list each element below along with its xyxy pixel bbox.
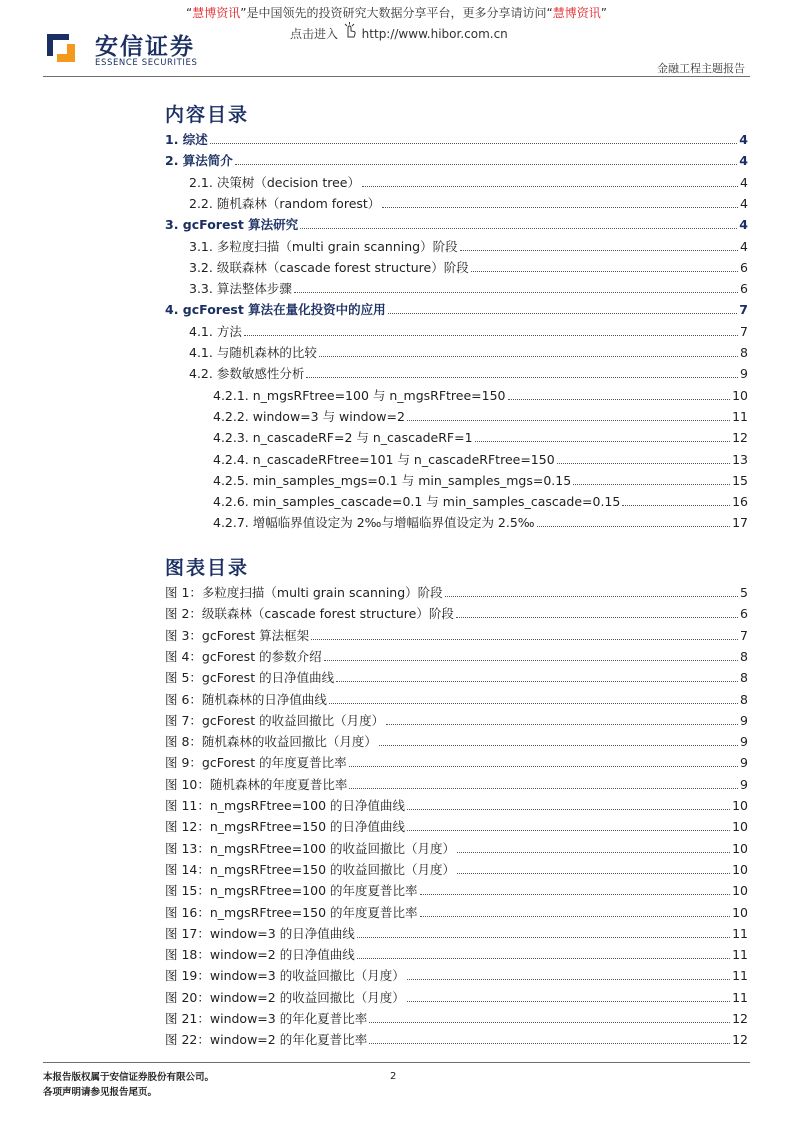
entry-page: 4 xyxy=(739,217,748,233)
entry-title: 3.3. 算法整体步骤 xyxy=(189,281,292,297)
entry-title: 2.2. 随机森林（random forest） xyxy=(189,195,381,211)
dot-leader xyxy=(573,484,730,485)
entry-page: 6 xyxy=(740,281,748,297)
entry-page: 8 xyxy=(740,345,748,360)
entry-page: 13 xyxy=(732,451,748,467)
entry-page: 10 xyxy=(732,904,748,920)
entry-title: 图 22：window=2 的年化夏普比率 xyxy=(165,1032,368,1048)
figure-entry[interactable] xyxy=(165,924,748,942)
essence-logo-icon xyxy=(43,30,79,66)
entry-page: 8 xyxy=(740,691,748,707)
toc-entry[interactable] xyxy=(189,237,748,255)
dot-leader xyxy=(311,639,738,640)
dot-leader xyxy=(369,1043,730,1044)
entry-title: 图 10：随机森林的年度夏普比率 xyxy=(165,776,348,792)
toc-entry[interactable] xyxy=(165,130,748,148)
company-name-cn: 安信证券 xyxy=(95,34,195,60)
entry-page: 17 xyxy=(732,515,748,531)
dot-leader xyxy=(508,399,731,400)
figure-entry[interactable] xyxy=(165,711,748,729)
figure-entry[interactable] xyxy=(165,1009,748,1027)
entry-title: 图 14：n_mgsRFtree=150 的收益回撤比（月度） xyxy=(165,861,456,877)
entry-page: 10 xyxy=(732,387,748,403)
banner-brand-link-2[interactable]: 慧博资讯 xyxy=(552,6,601,20)
entry-title: 4.2.2. window=3 与 window=2 xyxy=(213,408,405,424)
dot-leader xyxy=(407,420,730,421)
toc-entry[interactable] xyxy=(189,279,748,297)
entry-title: 图 13：n_mgsRFtree=100 的收益回撤比（月度） xyxy=(165,840,456,856)
pointer-cursor-icon xyxy=(342,22,358,43)
entry-page: 15 xyxy=(732,472,748,488)
entry-title: 图 4：gcForest 的参数介绍 xyxy=(165,648,322,664)
figure-entry[interactable] xyxy=(165,839,748,857)
entry-page: 10 xyxy=(732,819,748,835)
toc-entry[interactable] xyxy=(213,407,748,425)
figure-entry[interactable] xyxy=(165,881,748,899)
entry-page: 6 xyxy=(740,606,748,622)
quote-mark: ” xyxy=(600,6,607,20)
entry-title: 图 11：n_mgsRFtree=100 的日净值曲线 xyxy=(165,798,406,813)
dot-leader xyxy=(349,788,738,789)
top-banner xyxy=(0,4,793,22)
figure-entry[interactable] xyxy=(165,753,748,771)
dot-leader xyxy=(235,164,737,165)
entry-title: 图 6：随机森林的日净值曲线 xyxy=(165,691,327,707)
footer-disclaimer xyxy=(43,1070,214,1100)
banner-text: ”是中国领先的投资研究大数据分享平台，更多分享请访问“ xyxy=(240,6,553,20)
header-divider xyxy=(43,76,750,77)
entry-title: 图 17：window=3 的日净值曲线 xyxy=(165,925,355,941)
dot-leader xyxy=(382,207,738,208)
figure-entry[interactable] xyxy=(165,945,748,963)
entry-page: 4 xyxy=(739,132,748,147)
entry-title: 2.1. 决策树（decision tree） xyxy=(189,174,360,190)
dot-leader xyxy=(407,809,730,810)
toc-entry[interactable] xyxy=(165,151,748,169)
toc-entry[interactable] xyxy=(213,513,748,531)
entry-page: 11 xyxy=(732,947,748,963)
entry-page: 7 xyxy=(739,302,748,318)
entry-title: 图 8：随机森林的收益回撤比（月度） xyxy=(165,734,377,750)
dot-leader xyxy=(420,916,731,917)
entry-page: 10 xyxy=(732,883,748,899)
figure-entry[interactable] xyxy=(165,1030,748,1048)
toc-entry[interactable] xyxy=(189,173,748,191)
dot-leader xyxy=(445,596,738,597)
entry-page: 11 xyxy=(732,408,748,424)
quote-mark: “ xyxy=(186,6,193,20)
entry-page: 12 xyxy=(732,1011,748,1026)
dot-leader xyxy=(475,441,731,442)
entry-page: 16 xyxy=(732,494,748,510)
toc-entry[interactable] xyxy=(189,322,748,340)
dot-leader xyxy=(329,703,738,704)
figure-entry[interactable] xyxy=(165,626,748,644)
entry-title: 图 21：window=3 的年化夏普比率 xyxy=(165,1011,368,1026)
dot-leader xyxy=(306,377,738,378)
figure-entry[interactable] xyxy=(165,647,748,665)
figure-entry[interactable] xyxy=(165,604,748,622)
figure-entry[interactable] xyxy=(165,860,748,878)
company-name-en: ESSENCE SECURITIES xyxy=(95,58,198,68)
disclaimer-text: 各项声明请参见报告尾页。 xyxy=(43,1087,158,1098)
dot-leader xyxy=(407,1001,730,1002)
toc-entry[interactable] xyxy=(189,194,748,212)
banner-link-line xyxy=(290,22,508,43)
entry-title: 图 3：gcForest 算法框架 xyxy=(165,627,310,643)
entry-title: 图 18：window=2 的日净值曲线 xyxy=(165,947,355,963)
entry-page: 10 xyxy=(732,861,748,877)
figure-entry[interactable] xyxy=(165,690,748,708)
dot-leader xyxy=(622,505,730,506)
entry-title: 4.2.1. n_mgsRFtree=100 与 n_mgsRFtree=150 xyxy=(213,387,506,403)
entry-page: 9 xyxy=(740,712,748,728)
entry-title: 3. gcForest 算法研究 xyxy=(165,217,299,233)
figure-entry[interactable] xyxy=(165,817,748,835)
toc-entry[interactable] xyxy=(213,428,748,446)
entry-page: 10 xyxy=(732,798,748,813)
dot-leader xyxy=(349,766,738,767)
entry-page: 8 xyxy=(740,670,748,686)
entry-page: 4 xyxy=(740,238,748,254)
dot-leader xyxy=(300,228,737,229)
entry-title: 4.1. 与随机森林的比较 xyxy=(189,345,317,360)
dot-leader xyxy=(357,937,730,938)
toc-entry[interactable] xyxy=(165,215,748,233)
toc-entry[interactable] xyxy=(213,471,748,489)
banner-brand-link[interactable]: 慧博资讯 xyxy=(192,6,241,20)
entry-page: 4 xyxy=(739,153,748,169)
figure-entry[interactable] xyxy=(165,775,748,793)
dot-leader xyxy=(210,143,737,144)
dot-leader xyxy=(244,335,738,336)
entry-page: 11 xyxy=(732,968,748,984)
entry-page: 9 xyxy=(740,755,748,771)
entry-title: 图 15：n_mgsRFtree=100 的年度夏普比率 xyxy=(165,883,418,899)
entry-page: 9 xyxy=(740,366,748,382)
page-number: 2 xyxy=(390,1071,397,1082)
entry-page: 12 xyxy=(732,1032,748,1048)
report-type: 金融工程主题报告 xyxy=(657,62,745,75)
entry-title: 图 20：window=2 的收益回撤比（月度） xyxy=(165,989,405,1005)
entry-title: 3.1. 多粒度扫描（multi grain scanning）阶段 xyxy=(189,238,458,254)
entry-page: 9 xyxy=(740,734,748,750)
entry-page: 7 xyxy=(740,627,748,643)
banner-url-link[interactable]: http://www.hibor.com.cn xyxy=(361,27,508,41)
entry-title: 4.1. 方法 xyxy=(189,323,242,339)
figure-entry[interactable] xyxy=(165,583,748,601)
toc-entry[interactable] xyxy=(213,450,748,468)
toc-title: 内容目录 xyxy=(165,104,250,126)
dot-leader xyxy=(379,745,738,746)
entry-title: 3.2. 级联森林（cascade forest structure）阶段 xyxy=(189,259,469,275)
entry-title: 1. 综述 xyxy=(165,132,208,147)
banner-click-text: 点击进入 xyxy=(290,27,339,41)
entry-title: 4.2.3. n_cascadeRF=2 与 n_cascadeRF=1 xyxy=(213,430,473,446)
dot-leader xyxy=(420,894,731,895)
dot-leader xyxy=(407,979,730,980)
entry-title: 4.2.5. min_samples_mgs=0.1 与 min_samples_mgs=0.15 xyxy=(213,472,572,488)
dot-leader xyxy=(362,186,738,187)
entry-page: 5 xyxy=(740,585,748,600)
dot-leader xyxy=(460,250,738,251)
entry-title: 4.2.6. min_samples_cascade=0.1 与 min_samples_cascade=0.15 xyxy=(213,494,621,510)
entry-title: 2. 算法简介 xyxy=(165,153,233,169)
figure-entry[interactable] xyxy=(165,668,748,686)
dot-leader xyxy=(471,271,738,272)
dot-leader xyxy=(324,660,738,661)
dot-leader xyxy=(386,724,738,725)
dot-leader xyxy=(557,463,730,464)
entry-title: 4.2.4. n_cascadeRFtree=101 与 n_cascadeRFtree=150 xyxy=(213,451,555,467)
entry-page: 11 xyxy=(732,989,748,1005)
dot-leader xyxy=(407,830,730,831)
toc-entry[interactable] xyxy=(189,364,748,382)
entry-title: 图 2：级联森林（cascade forest structure）阶段 xyxy=(165,606,454,622)
dot-leader xyxy=(457,873,730,874)
toc-entry[interactable] xyxy=(189,343,748,361)
dot-leader xyxy=(336,681,738,682)
entry-page: 11 xyxy=(732,925,748,941)
entry-title: 图 5：gcForest 的日净值曲线 xyxy=(165,670,335,686)
figure-entry[interactable] xyxy=(165,903,748,921)
toc-entry[interactable] xyxy=(165,300,748,318)
entry-page: 4 xyxy=(740,195,748,211)
figure-entry[interactable] xyxy=(165,732,748,750)
entry-title: 4. gcForest 算法在量化投资中的应用 xyxy=(165,302,386,318)
figures-title: 图表目录 xyxy=(165,557,250,579)
entry-page: 7 xyxy=(740,323,748,339)
entry-page: 12 xyxy=(732,430,748,446)
dot-leader xyxy=(294,292,738,293)
toc-entry[interactable] xyxy=(213,386,748,404)
footer-divider xyxy=(43,1062,750,1063)
entry-title: 4.2. 参数敏感性分析 xyxy=(189,366,305,382)
dot-leader xyxy=(388,313,738,314)
entry-title: 图 19：window=3 的收益回撤比（月度） xyxy=(165,968,405,984)
entry-page: 10 xyxy=(732,840,748,856)
entry-title: 图 7：gcForest 的收益回撤比（月度） xyxy=(165,712,385,728)
entry-page: 9 xyxy=(740,776,748,792)
toc-entry[interactable] xyxy=(189,258,748,276)
toc-entry[interactable] xyxy=(213,492,748,510)
dot-leader xyxy=(456,617,738,618)
dot-leader xyxy=(537,526,731,527)
entry-page: 4 xyxy=(740,174,748,190)
entry-title: 图 12：n_mgsRFtree=150 的日净值曲线 xyxy=(165,819,406,835)
figure-entry[interactable] xyxy=(165,988,748,1006)
entry-title: 图 16：n_mgsRFtree=150 的年度夏普比率 xyxy=(165,904,418,920)
entry-title: 图 9：gcForest 的年度夏普比率 xyxy=(165,755,347,771)
dot-leader xyxy=(457,852,730,853)
entry-title: 图 1：多粒度扫描（multi grain scanning）阶段 xyxy=(165,585,443,600)
entry-page: 8 xyxy=(740,648,748,664)
copyright-text: 本报告版权属于安信证券股份有限公司。 xyxy=(43,1072,215,1083)
dot-leader xyxy=(357,958,730,959)
dot-leader xyxy=(319,356,738,357)
entry-title: 4.2.7. 增幅临界值设定为 2‰与增幅临界值设定为 2.5‰ xyxy=(213,515,535,531)
entry-page: 6 xyxy=(740,259,748,275)
figure-entry[interactable] xyxy=(165,966,748,984)
figure-entry[interactable] xyxy=(165,796,748,814)
dot-leader xyxy=(369,1022,730,1023)
